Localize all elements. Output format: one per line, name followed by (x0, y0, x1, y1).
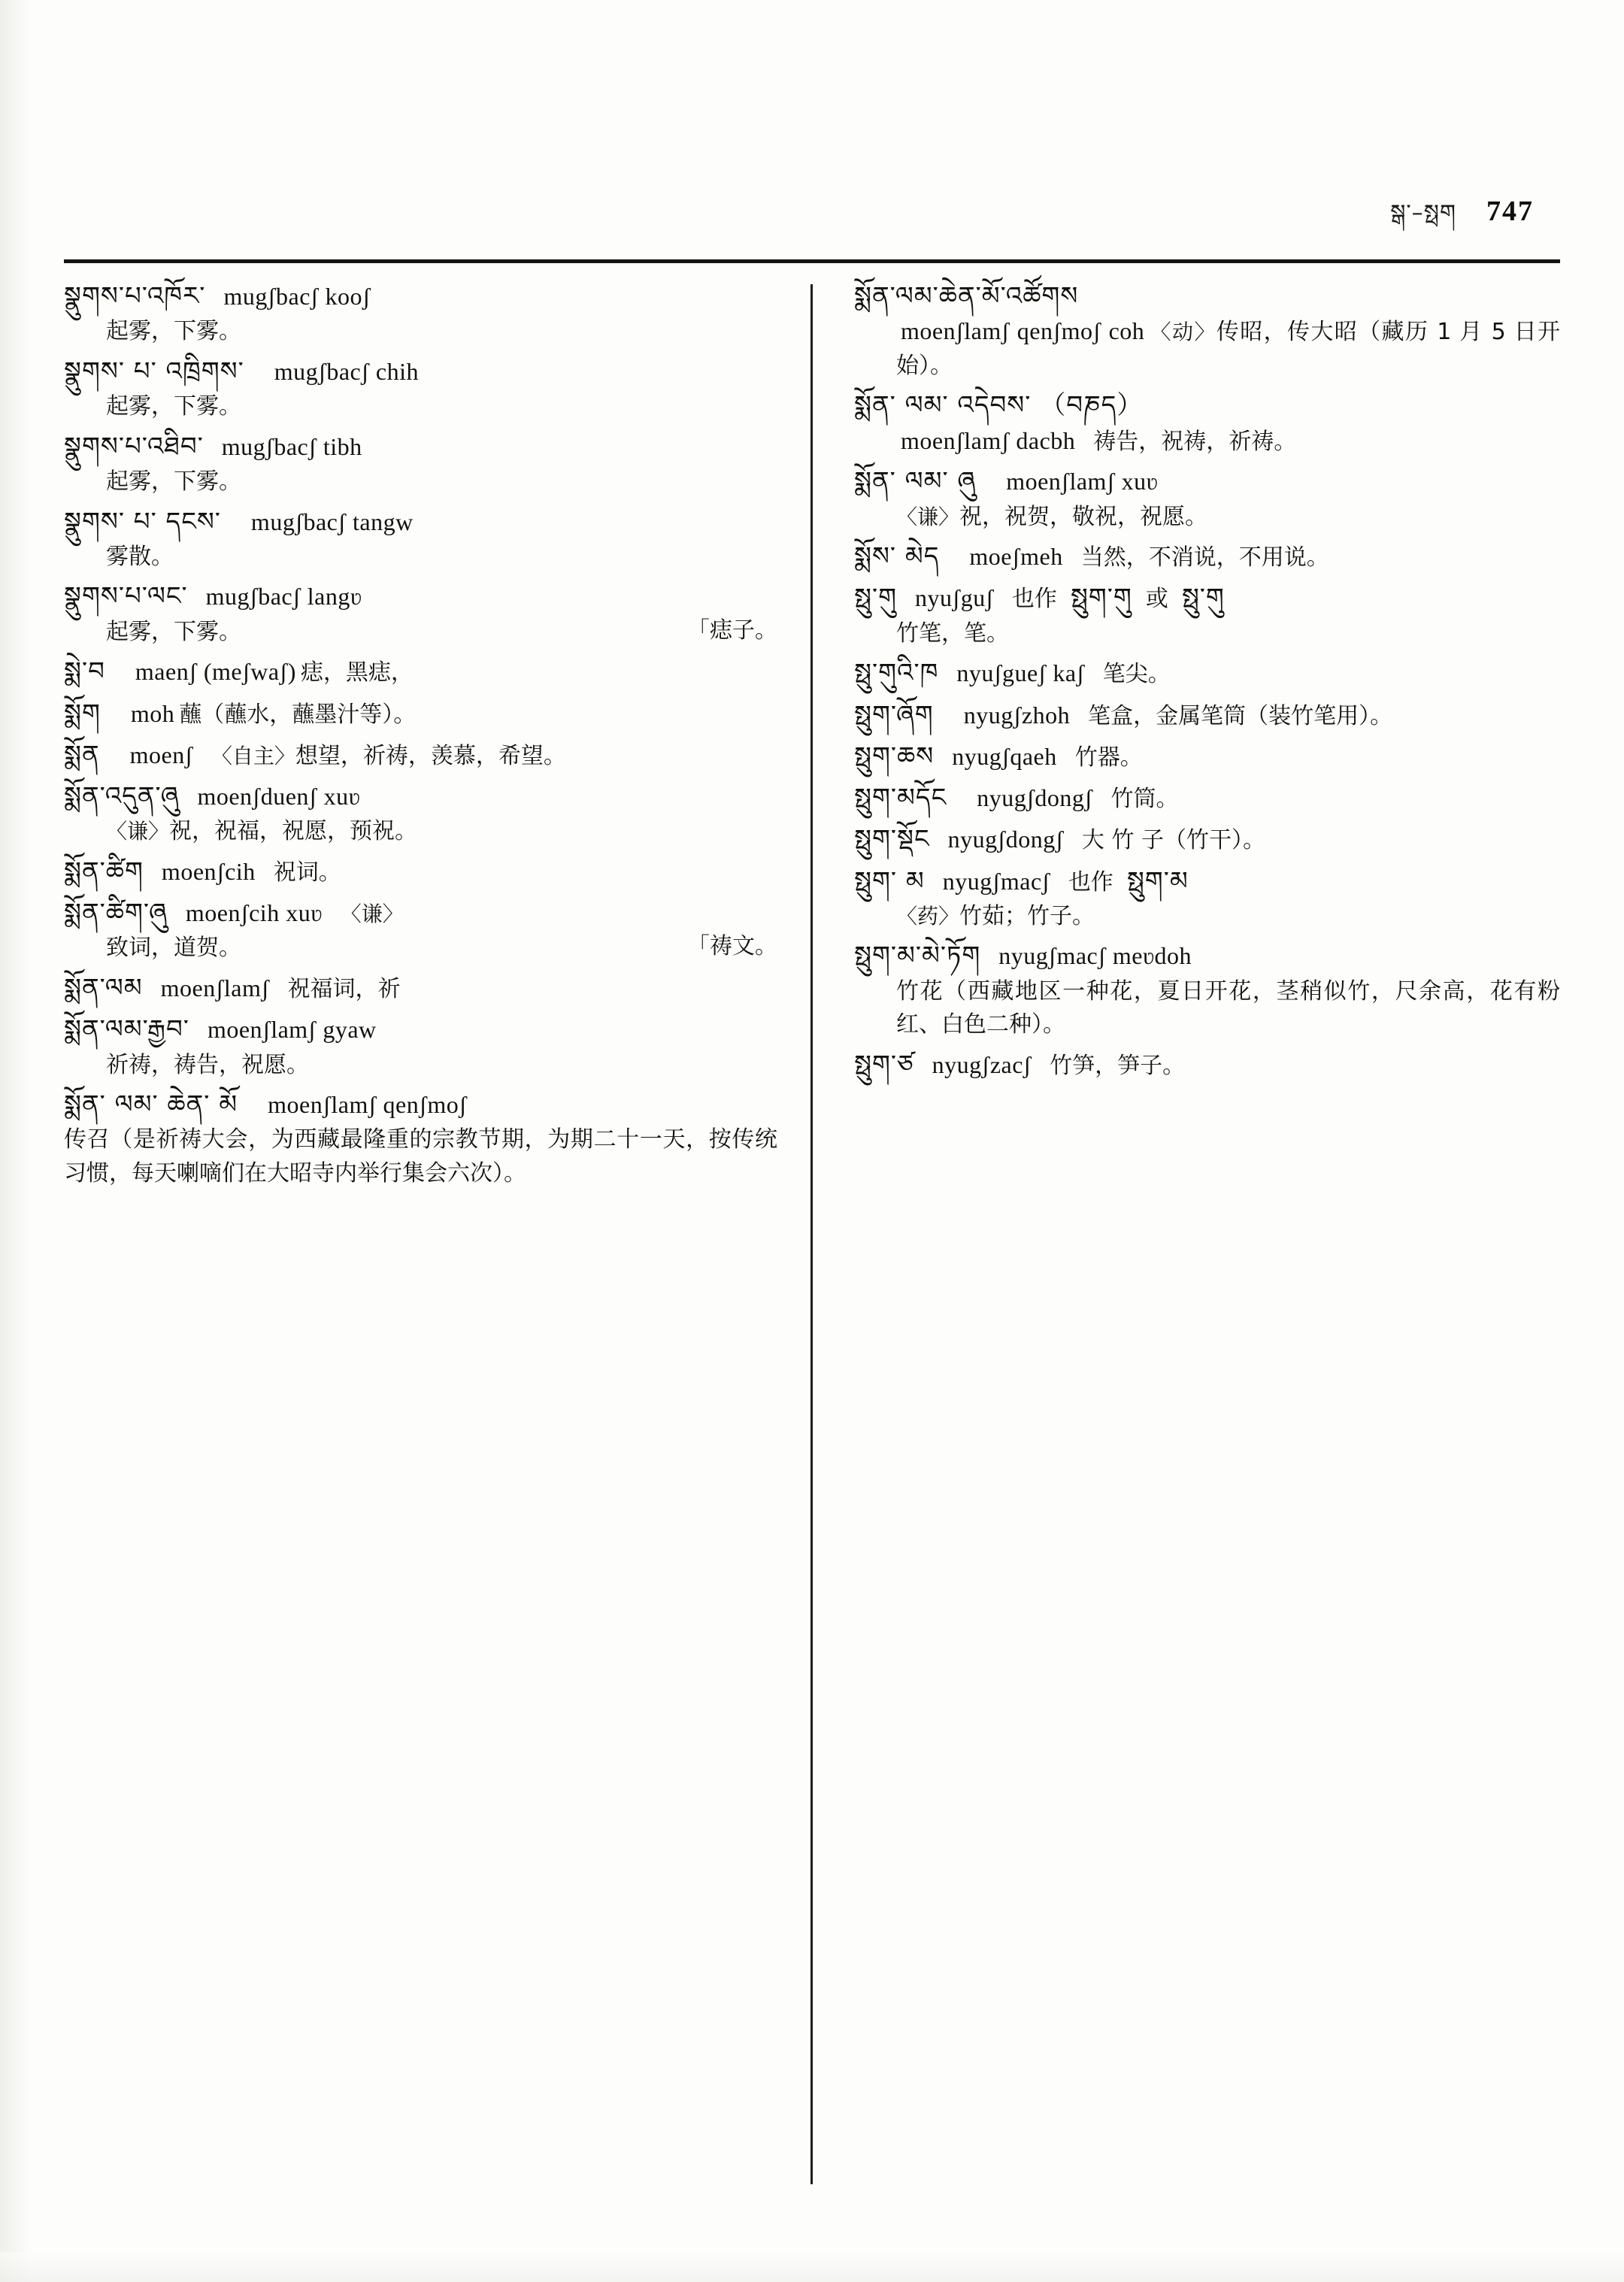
usage-tag: 〈自主〉 (211, 743, 295, 768)
chinese-gloss: 祝，祝福，祝愿，预祝。 (169, 818, 418, 845)
dictionary-entry (64, 653, 777, 689)
variant-form-2: སྥུ་གུ (1181, 583, 1225, 614)
variant-form-1: སྥུག་གུ (1070, 583, 1132, 614)
tibetan-headword: སྨོན་ཚིག་ཞུ (64, 898, 168, 929)
chinese-gloss: 传昭，传大昭（藏历 1 月 5 日开始）。 (896, 319, 1560, 379)
romanization: moenʃlamʃ xuʋ (1006, 468, 1159, 495)
running-head: སྒ་–སྥག (1390, 200, 1456, 226)
romanization: moenʃlamʃ qenʃmoʃ coh (901, 317, 1145, 345)
romanization: moenʃcih xuʋ (185, 899, 323, 927)
tibetan-headword: སྨོག (64, 698, 101, 729)
chinese-gloss: 竹茹；竹子。 (959, 902, 1095, 929)
chinese-gloss: 传召（是祈祷大会，为西藏最隆重的宗教节期，为期二十一天，按传统习惯，每天喇嘀们在大昭寺内举行集会六次）。 (64, 1126, 777, 1187)
dictionary-entry (854, 655, 1560, 691)
romanization: moenʃlamʃ gyaw (207, 1016, 377, 1044)
romanization: nyuʃgueʃ kaʃ (956, 659, 1085, 687)
tibetan-headword: སྥུ་གུ (854, 583, 898, 614)
column-left (64, 278, 812, 2192)
chinese-gloss: 祈祷，祷告，祝愿。 (106, 1051, 309, 1078)
tibetan-headword: སྥུག་ཞོག (854, 699, 934, 730)
romanization: nyugʃzhoh (963, 701, 1071, 729)
tibetan-headword: སྨོན་ ལམ་ ཆེན་ མོ (64, 1089, 238, 1120)
scan-edge-bottom (0, 2252, 1624, 2282)
chinese-gloss: 当然，不消说，不用说。 (1080, 544, 1329, 571)
usage-tag: 〈谦〉 (106, 819, 170, 844)
body-columns (64, 278, 1560, 2192)
chinese-gloss: 竹花（西藏地区一种花，夏日开花，茎稍似竹，尺余高，花有粉红、白色二种）。 (896, 977, 1560, 1038)
usage-tag: 〈动〉 (1149, 320, 1216, 345)
chinese-gloss: 竹筒。 (1110, 786, 1179, 813)
romanization: moh (130, 699, 175, 727)
chinese-gloss: 起雾，下雾。 (106, 393, 241, 420)
tibetan-headword: སྨོན་ ལམ་ ཞུ (854, 466, 977, 497)
tibetan-headword: སྣུགས་ པ་ འཁྲིགས་ (64, 356, 244, 386)
romanization: nyugʃqaeh (952, 742, 1057, 770)
chinese-gloss: 蘸（蘸水，蘸墨汁等）。 (179, 701, 417, 728)
romanization: mugʃbacʃ kooʃ (223, 283, 371, 310)
tibetan-headword: སྨོན་ལམ་ཆེན་མོ་འཚོགས (854, 281, 1079, 311)
page-number: 747 (1486, 195, 1534, 227)
scan-edge-left (0, 0, 30, 2282)
tibetan-headword: སྥུ་གུའི་ཁ (854, 658, 939, 689)
chinese-gloss: 起雾，下雾。 (106, 468, 241, 495)
tibetan-headword: སྨོན་ ལམ་ འདེབས་ （བཎད） (854, 390, 1144, 421)
chinese-gloss: 起雾，下雾。 (106, 318, 241, 345)
tibetan-headword: སྥུག་ཆས (854, 741, 935, 771)
dictionary-entry (854, 1047, 1560, 1083)
dictionary-entry (854, 580, 1560, 650)
dictionary-entry (64, 1011, 777, 1081)
chinese-gloss: 想望，祈祷，羡慕，希望。 (295, 742, 566, 769)
chinese-gloss: 痣，黑痣， (300, 659, 414, 686)
romanization: nyugʃdongʃ (947, 826, 1064, 853)
header-rule (64, 259, 1560, 263)
page-header (68, 188, 1556, 233)
romanization: mugʃbacʃ langʋ (205, 583, 362, 611)
romanization: maenʃ (meʃwaʃ) (135, 658, 296, 686)
chinese-gloss: 竹笋，笋子。 (1050, 1052, 1186, 1079)
tibetan-headword: སྨོས་ མེད (854, 541, 940, 572)
tibetan-headword: སྥུག་མདོང (854, 783, 947, 814)
tibetan-headword: སྨོན་ལམ (64, 973, 143, 1004)
romanization: mugʃbacʃ tangw (250, 508, 414, 535)
chinese-gloss: 祷告，祝祷，祈祷。 (1093, 428, 1297, 455)
romanization: nyugʃmacʃ meʋdoh (998, 942, 1192, 970)
romanization: moenʃduenʃ xuʋ (197, 783, 361, 811)
tibetan-headword: སྣུགས་པ་འཁོར་ (64, 281, 206, 311)
chinese-gloss: 大 竹 子（竹干）。 (1081, 827, 1265, 854)
tibetan-headword: སྨོན་ལམ་རྒྱབ་ (64, 1014, 189, 1045)
romanization: nyugʃzacʃ (932, 1050, 1032, 1078)
romanization: mugʃbacʃ tibh (221, 432, 362, 460)
tibetan-headword: སྨོན (64, 739, 100, 770)
dictionary-entry (64, 970, 777, 1006)
romanization: moenʃlamʃ qenʃmoʃ (268, 1091, 468, 1119)
chinese-gloss: 笔盒，金属笔筒（装竹笔用）。 (1088, 702, 1393, 729)
dictionary-entry (854, 538, 1560, 574)
tibetan-headword: སྥུག་མ་མེ་ཏོག (854, 941, 981, 971)
dictionary-entry (854, 387, 1560, 458)
dictionary-entry (64, 278, 777, 348)
chinese-gloss: 雾散。 (106, 543, 174, 570)
usage-tag: 〈谦〉 (896, 504, 960, 529)
dictionary-entry (64, 578, 777, 648)
tibetan-headword: སྣུགས་ པ་ དངས་ (64, 506, 221, 537)
chinese-gloss: 竹器。 (1074, 744, 1143, 771)
entry-note: 「痣子。 (687, 617, 777, 644)
usage-tag: 〈药〉 (896, 903, 960, 929)
dictionary-entry (64, 737, 777, 773)
chinese-gloss: 祝福词，祈 (287, 976, 401, 1003)
dictionary-entry (854, 863, 1560, 933)
tibetan-headword: སྨེ་བ (64, 656, 105, 687)
variant-form-1: སྥུག་མ (1126, 865, 1189, 896)
chinese-gloss: 祝，祝贺，敬祝，祝愿。 (959, 503, 1208, 530)
romanization: mugʃbacʃ chih (274, 357, 419, 385)
romanization: moenʃ (129, 741, 193, 768)
chinese-gloss: 笔尖。 (1102, 661, 1171, 688)
dictionary-entry (854, 938, 1560, 1041)
tibetan-headword: སྥུག་ཙ (854, 1049, 914, 1080)
romanization: moenʃlamʃ (160, 974, 270, 1002)
dictionary-entry (64, 353, 777, 423)
tibetan-headword: སྥུག་སྡོང (854, 824, 930, 855)
dictionary-entry (64, 853, 777, 889)
dictionary-entry (64, 696, 777, 732)
chinese-gloss: 祝词。 (273, 859, 341, 886)
dictionary-entry (854, 780, 1560, 816)
tibetan-headword: སྥུག་ མ (854, 865, 925, 896)
tibetan-headword: སྨོན་འདུན་ཞུ (64, 781, 180, 812)
dictionary-entry (64, 895, 777, 965)
dictionary-entry (64, 778, 777, 848)
dictionary-entry (64, 429, 777, 499)
romanization: moeʃmeh (969, 543, 1063, 571)
usage-tag: 〈谦〉 (340, 902, 404, 927)
tibetan-headword: སྣུགས་པ་འཐིབ་ (64, 431, 204, 462)
variant-label: 也作 (1068, 868, 1113, 896)
chinese-gloss: 起雾，下雾。 (106, 618, 241, 645)
romanization: moenʃcih (161, 857, 256, 885)
column-right (812, 278, 1560, 2192)
entry-note: 「祷文。 (687, 933, 777, 960)
romanization: nyugʃdongʃ (977, 784, 1093, 812)
chinese-gloss: 致词，道贺。 (106, 935, 241, 962)
dictionary-entry (854, 278, 1560, 382)
romanization: nyugʃmacʃ (942, 867, 1050, 895)
variant-separator: 或 (1145, 586, 1168, 613)
dictionary-entry (854, 463, 1560, 533)
chinese-gloss: 竹笔，笔。 (896, 620, 1009, 647)
tibetan-headword: སྣུགས་པ་ལང་ (64, 581, 188, 612)
variant-label: 也作 (1011, 586, 1057, 613)
dictionary-entry (64, 504, 777, 574)
romanization: moenʃlamʃ dacbh (901, 426, 1076, 454)
dictionary-entry (64, 1086, 777, 1189)
dictionary-entry (854, 697, 1560, 733)
dictionary-entry (854, 738, 1560, 774)
romanization: nyuʃguʃ (915, 584, 994, 612)
dictionary-entry (854, 821, 1560, 857)
tibetan-headword: སྨོན་ཚིག (64, 856, 144, 886)
